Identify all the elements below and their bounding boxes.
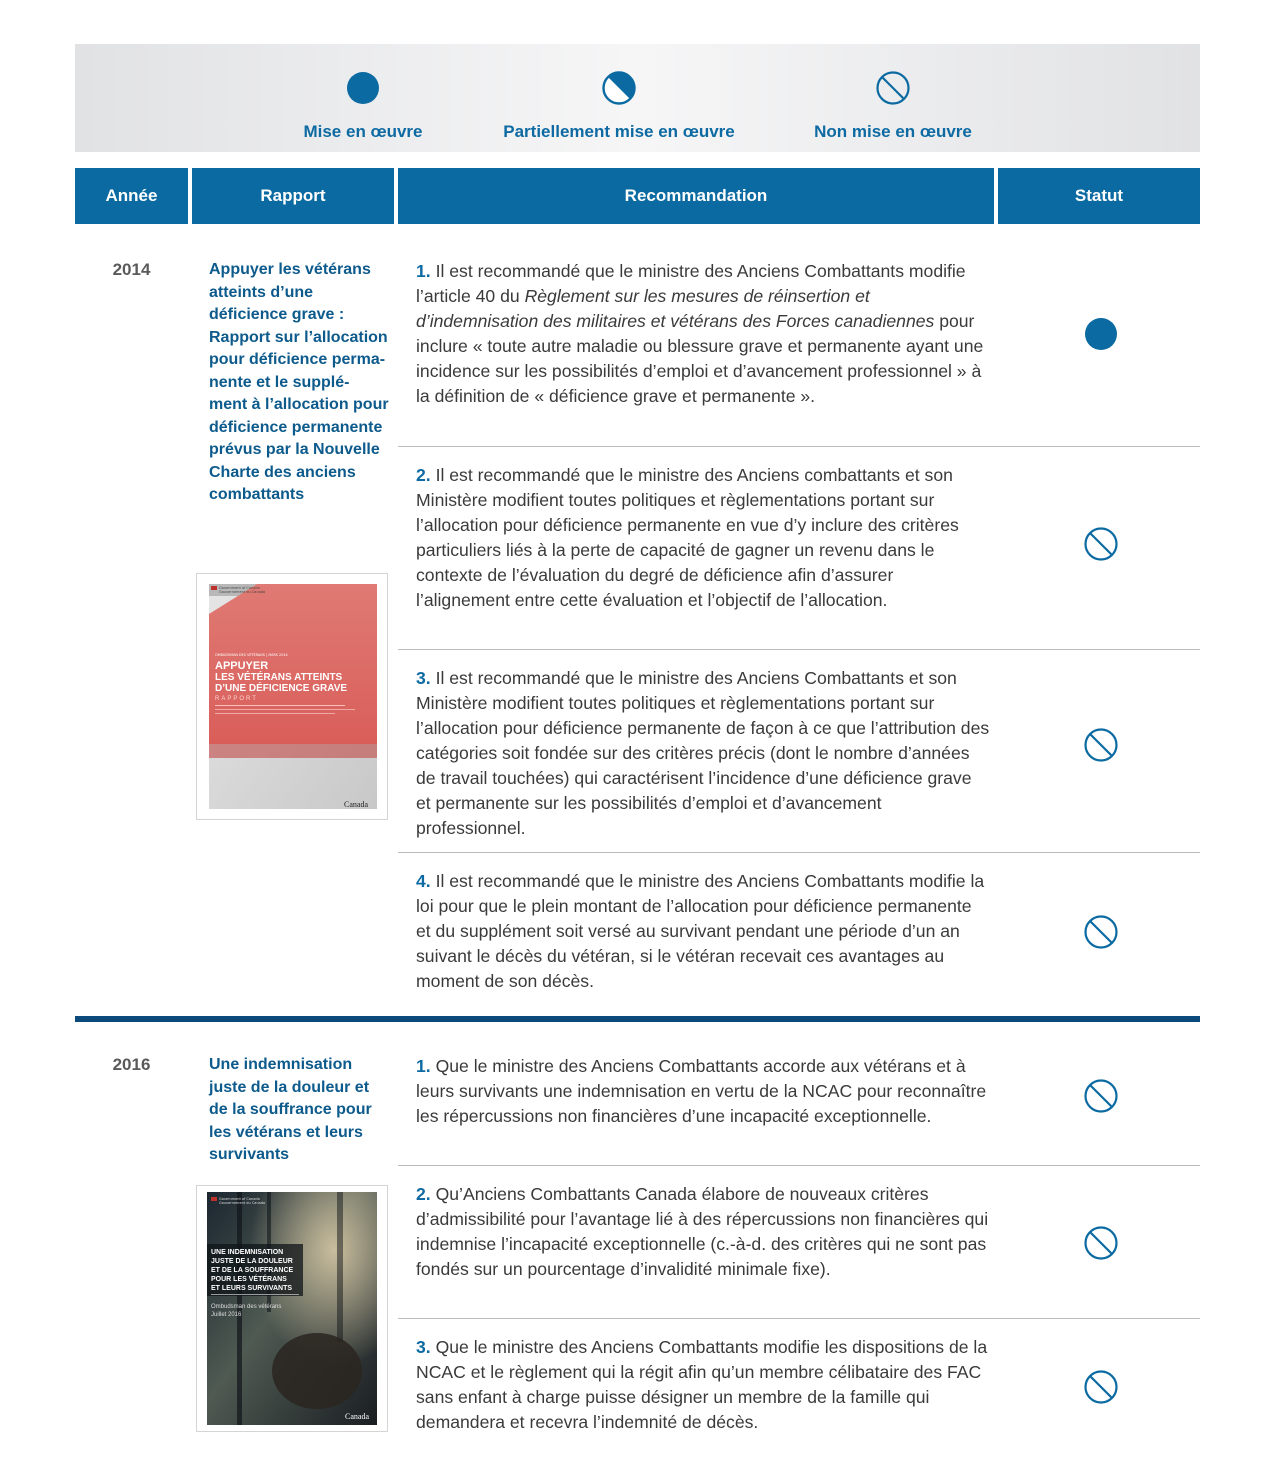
report-title-2016: Une indemnisation juste de la douleur et de la souffrance pour les vétérans et leurs survivants [209, 1056, 372, 1163]
header-annee: Année [75, 168, 188, 224]
cover-2016-sub-l2: Juillet 2016 [211, 1312, 242, 1318]
recommendation-text: Il est recommandé que le ministre des Anciens Combattants modifie l’article 40 du [416, 261, 966, 306]
slashed-circle-icon [1083, 914, 1119, 950]
legend-partial-label: Partiellement mise en œuvre [503, 122, 735, 141]
legend-implemented-label: Mise en œuvre [303, 122, 423, 141]
year-2014: 2014 [112, 260, 151, 279]
cover-2016-gov-en: Government of Canada [219, 1197, 260, 1201]
cover-2014-title-l2: LES VÉTÉRANS ATTEINTS [215, 672, 343, 683]
recommendation-text: Que le ministre des Anciens Combattants modifie les dispositions de la NCAC et le règlement qui la régit afin qu’un membre célibataire des FAC sans enfant à charge puisse désigner un membre de la famille qui demandera et recevra l’indemnité de décès. [416, 1337, 988, 1432]
recommendation-number: 3. [416, 668, 431, 688]
slashed-circle-icon [1083, 1369, 1119, 1405]
recommendation-2014-3 [416, 666, 991, 841]
legend-not-implemented [793, 70, 993, 142]
status-legend [75, 44, 1200, 152]
recommendation-number: 2. [416, 465, 431, 485]
cover-2016-title-l2: JUSTE DE LA DOULEUR [211, 1258, 293, 1265]
recommendation-2014-4 [416, 869, 991, 994]
cover-2014-title-l1: APPUYER [215, 660, 269, 672]
recommendation-text: Que le ministre des Anciens Combattants accorde aux vétérans et à leurs survivants une indemnisation en vertu de la NCAC pour reconnaître les répercussions non financières d’une incapacité exceptionnelle. [416, 1056, 987, 1126]
row-divider [398, 1318, 1200, 1319]
recommendation-text: pour inclure « toute autre maladie ou blessure grave et permanente ayant une incidence sur les possibilités d’emploi et d’avancement professionnel » à la définition de « déficience grave et permanente ». [416, 311, 984, 406]
recommendation-italic-text: Règlement sur les mesures de réinsertion et d’indemnisation des militaires et vétérans des Forces canadiennes [416, 286, 935, 331]
cover-2014-wordmark: Canada [344, 800, 368, 809]
filled-circle-icon [1083, 316, 1119, 352]
recommendation-2014-2 [416, 463, 991, 613]
recommendation-2016-1 [416, 1054, 991, 1129]
slashed-circle-icon [1083, 1078, 1119, 1114]
report-cover-2014 [196, 573, 388, 820]
slashed-circle-icon [1083, 727, 1119, 763]
legend-implemented [273, 70, 453, 142]
cover-2016-wordmark: Canada [345, 1412, 369, 1421]
recommendation-2014-1 [416, 259, 991, 409]
recommendation-text: Il est recommandé que le ministre des Anciens Combattants et son Ministère modifient toutes politiques et règlementations portant sur l’allocation pour déficience permanente de façon à ce que l’attribution des catégories soit fondée sur des critères précis (dont le nombre d’années de travail touchées) qui caractérisent l’incidence d’une déficience grave et permanente sur les possibilités d’emploi et d’avancement professionnel. [416, 668, 990, 838]
cover-2014-subtitle: RAPPORT [215, 696, 258, 702]
cover-2016-title-l3: ET DE LA SOUFFRANCE [211, 1267, 294, 1274]
legend-not-implemented-label: Non mise en œuvre [814, 122, 972, 141]
cover-2014-gov-fr: Gouvernement du Canada [219, 590, 266, 594]
recommendation-2016-3 [416, 1335, 991, 1435]
recommendation-text: Qu’Anciens Combattants Canada élabore de nouveaux critères d’admissibilité pour l’avantage lié à des répercussions non financières qui indemnise l’incapacité exceptionnelle (c.-à-d. des critères qui ne sont pas fondés sur un pourcentage d’invalidité minimale fixe). [416, 1184, 989, 1279]
header-rapport: Rapport [192, 168, 394, 224]
cover-2014-title-l3: D’UNE DÉFICIENCE GRAVE [215, 683, 348, 694]
row-divider [398, 649, 1200, 650]
cover-2016-title-l5: ET LEURS SURVIVANTS [211, 1285, 293, 1292]
recommendation-number: 1. [416, 261, 431, 281]
report-title-2014: Appuyer les vétérans atteints d’une déficience grave : Rapport sur l’allocation pour déficience perma- nente et le supplé- ment à l’allocation pour déficience permanente prévus par la Nouvelle Charte des anciens combattants [209, 261, 389, 503]
recommendation-number: 1. [416, 1056, 431, 1076]
cover-2016-gov-fr: Gouvernement du Canada [219, 1201, 266, 1205]
year-2016: 2016 [112, 1055, 151, 1074]
report-cover-2016 [196, 1185, 388, 1432]
filled-circle-icon [345, 70, 381, 106]
cover-2014-gov-en: Government of Canada [219, 586, 260, 590]
report-cover-2014-art [197, 574, 387, 819]
recommendation-text: Il est recommandé que le ministre des Anciens Combattants modifie la loi pour que le plein montant de l’allocation pour déficience permanente et du supplément soit versé au survivant pendant une période d’un an suivant le décès du vétéran, si le vétéran recevait ces avantages au moment de son décès. [416, 871, 985, 991]
half-circle-icon [601, 70, 637, 106]
cover-2016-title-l1: UNE INDEMNISATION [211, 1249, 284, 1256]
legend-partial [479, 70, 759, 142]
recommendation-number: 3. [416, 1337, 431, 1357]
section-divider [75, 1016, 1200, 1022]
header-statut: Statut [998, 168, 1200, 224]
report-cover-2016-art [197, 1186, 387, 1431]
recommendation-2016-2 [416, 1182, 991, 1282]
cover-2016-sub-l1: Ombudsman des vétérans [211, 1304, 282, 1310]
cover-2016-title-l4: POUR LES VÉTÉRANS [211, 1276, 287, 1283]
recommendation-number: 4. [416, 871, 431, 891]
recommendation-text: Il est recommandé que le ministre des Anciens combattants et son Ministère modifient toutes politiques et règlementations portant sur l’allocation pour déficience permanente en vue d’y inclure des critères particuliers liés à la perte de capacité de gagner un revenu dans le contexte de l’évaluation du degré de déficience afin d’assurer l’alignement entre cette évaluation et l’objectif de l’allocation. [416, 465, 959, 610]
recommendation-number: 2. [416, 1184, 431, 1204]
row-divider [398, 1165, 1200, 1166]
header-recommandation: Recommandation [398, 168, 994, 224]
row-divider [398, 446, 1200, 447]
cover-2014-kicker: OMBUDSMAN DES VÉTÉRANS | MARS 2014 [215, 653, 288, 657]
slashed-circle-icon [875, 70, 911, 106]
slashed-circle-icon [1083, 526, 1119, 562]
slashed-circle-icon [1083, 1225, 1119, 1261]
row-divider [398, 852, 1200, 853]
